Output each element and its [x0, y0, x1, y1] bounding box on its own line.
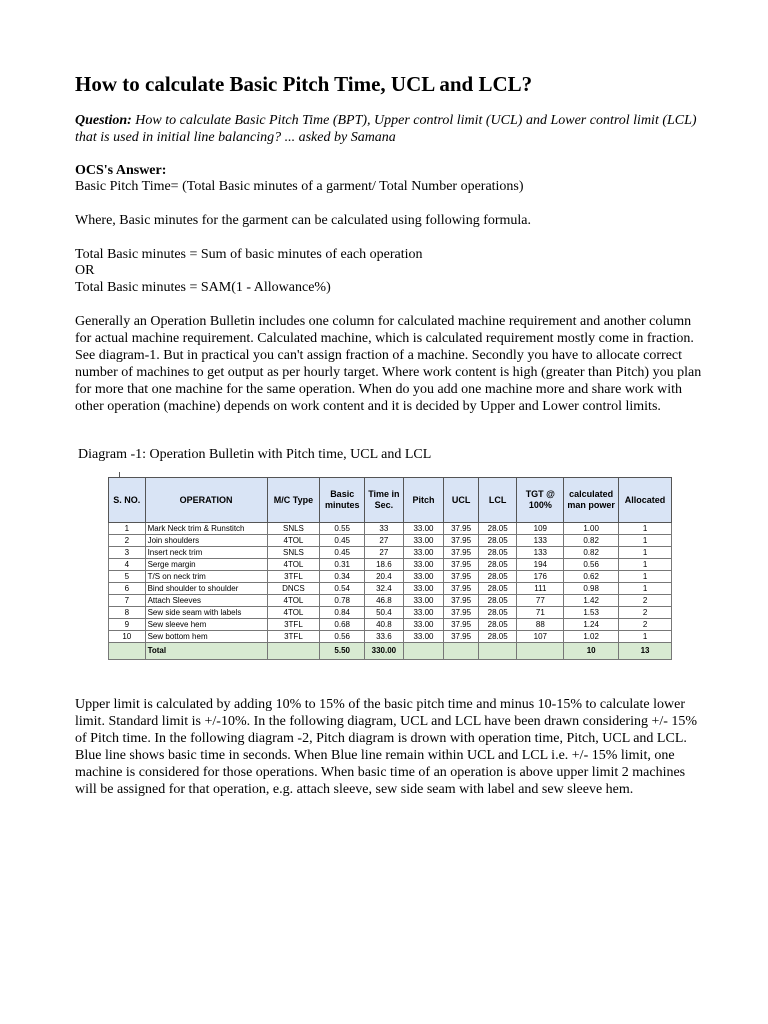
table-header-row [109, 478, 672, 523]
cell-ucl: 37.95 [444, 535, 479, 547]
table-row [109, 571, 672, 583]
cell-time-in-sec: 40.8 [365, 619, 404, 631]
table-row [109, 523, 672, 535]
cell-tgt: 88 [517, 619, 564, 631]
cell-mc-type: 4TOL [267, 535, 320, 547]
total-cell-calculated-man-power: 10 [564, 643, 619, 660]
diagram-caption: Diagram -1: Operation Bulletin with Pitch time, UCL and LCL [78, 447, 432, 462]
table-row [109, 559, 672, 571]
cell-lcl: 28.05 [478, 523, 517, 535]
table-row [109, 607, 672, 619]
cell-operation: Insert neck trim [145, 547, 267, 559]
cell-lcl: 28.05 [478, 583, 517, 595]
operation-bulletin-table [108, 477, 672, 660]
cell-calculated-man-power: 0.56 [564, 559, 619, 571]
cell-basic-minutes: 0.78 [320, 595, 365, 607]
cell-lcl: 28.05 [478, 559, 517, 571]
cell-tgt: 176 [517, 571, 564, 583]
table-total-row [109, 643, 672, 660]
table-row [109, 583, 672, 595]
cell-sno: 2 [109, 535, 146, 547]
cell-mc-type: 3TFL [267, 619, 320, 631]
cell-operation: Mark Neck trim & Runstitch [145, 523, 267, 535]
cell-calculated-man-power: 0.82 [564, 547, 619, 559]
cell-allocated: 1 [619, 631, 672, 643]
total-cell-time-in-sec: 330.00 [365, 643, 404, 660]
cell-time-in-sec: 32.4 [365, 583, 404, 595]
cell-pitch: 33.00 [403, 523, 444, 535]
cell-basic-minutes: 0.56 [320, 631, 365, 643]
col-header-sno: S. NO. [109, 478, 146, 523]
cell-tgt: 111 [517, 583, 564, 595]
cell-sno: 1 [109, 523, 146, 535]
col-header-lcl: LCL [478, 478, 517, 523]
cell-time-in-sec: 50.4 [365, 607, 404, 619]
cell-basic-minutes: 0.55 [320, 523, 365, 535]
question-label: Question: [75, 113, 132, 128]
cell-lcl: 28.05 [478, 595, 517, 607]
cell-mc-type: SNLS [267, 547, 320, 559]
cell-time-in-sec: 33 [365, 523, 404, 535]
total-cell-lcl [478, 643, 517, 660]
cell-sno: 3 [109, 547, 146, 559]
table-row [109, 547, 672, 559]
answer-heading: OCS's Answer: [75, 163, 167, 178]
total-cell-tgt [517, 643, 564, 660]
cell-ucl: 37.95 [444, 631, 479, 643]
bpt-formula: Basic Pitch Time= (Total Basic minutes of a garment/ Total Number operations) [75, 179, 524, 194]
cell-calculated-man-power: 1.24 [564, 619, 619, 631]
cell-pitch: 33.00 [403, 619, 444, 631]
cell-basic-minutes: 0.45 [320, 535, 365, 547]
col-header-operation: OPERATION [145, 478, 267, 523]
cell-time-in-sec: 18.6 [365, 559, 404, 571]
total-basic-formula-2: Total Basic minutes = SAM(1 - Allowance%) [75, 280, 331, 295]
cell-allocated: 1 [619, 535, 672, 547]
cell-lcl: 28.05 [478, 571, 517, 583]
cell-operation: Join shoulders [145, 535, 267, 547]
cell-allocated: 1 [619, 559, 672, 571]
cell-tgt: 109 [517, 523, 564, 535]
table-row [109, 595, 672, 607]
cell-allocated: 2 [619, 607, 672, 619]
cell-pitch: 33.00 [403, 595, 444, 607]
cell-ucl: 37.95 [444, 619, 479, 631]
cell-ucl: 37.95 [444, 571, 479, 583]
cell-basic-minutes: 0.31 [320, 559, 365, 571]
col-header-mc-type: M/C Type [267, 478, 320, 523]
table-row [109, 619, 672, 631]
cell-operation: Sew bottom hem [145, 631, 267, 643]
cell-calculated-man-power: 1.00 [564, 523, 619, 535]
cell-sno: 10 [109, 631, 146, 643]
col-header-tgt: TGT @ 100% [517, 478, 564, 523]
cell-lcl: 28.05 [478, 631, 517, 643]
total-basic-formula-1: Total Basic minutes = Sum of basic minutes of each operation [75, 247, 423, 262]
total-cell-mc-type [267, 643, 320, 660]
operation-bulletin-table-wrapper [108, 477, 672, 663]
col-header-ucl: UCL [444, 478, 479, 523]
cell-allocated: 1 [619, 571, 672, 583]
cell-pitch: 33.00 [403, 607, 444, 619]
cell-lcl: 28.05 [478, 619, 517, 631]
cell-mc-type: 4TOL [267, 607, 320, 619]
cell-allocated: 2 [619, 619, 672, 631]
question-paragraph [75, 112, 705, 146]
total-cell-allocated: 13 [619, 643, 672, 660]
col-header-allocated: Allocated [619, 478, 672, 523]
cell-lcl: 28.05 [478, 547, 517, 559]
cell-mc-type: 3TFL [267, 571, 320, 583]
cell-sno: 9 [109, 619, 146, 631]
cell-tgt: 133 [517, 547, 564, 559]
col-header-calculated-man-power: calculated man power [564, 478, 619, 523]
cell-ucl: 37.95 [444, 607, 479, 619]
or-text: OR [75, 263, 95, 278]
question-text: How to calculate Basic Pitch Time (BPT), Upper control limit (UCL) and Lower control limit (LCL) that is used in initial line balancing? ... asked by Samana [75, 113, 697, 145]
cell-calculated-man-power: 0.82 [564, 535, 619, 547]
col-header-basic-minutes: Basic minutes [320, 478, 365, 523]
cell-time-in-sec: 46.8 [365, 595, 404, 607]
cell-pitch: 33.00 [403, 547, 444, 559]
cell-allocated: 1 [619, 523, 672, 535]
cell-pitch: 33.00 [403, 571, 444, 583]
cell-time-in-sec: 20.4 [365, 571, 404, 583]
cell-operation: Serge margin [145, 559, 267, 571]
cell-mc-type: 4TOL [267, 559, 320, 571]
cell-ucl: 37.95 [444, 583, 479, 595]
cell-allocated: 1 [619, 583, 672, 595]
cell-basic-minutes: 0.68 [320, 619, 365, 631]
operation-bulletin-paragraph: Generally an Operation Bulletin includes one column for calculated machine requirement and another column for actual machine requirement. Calculated machine, which is calculated requirement mostly come in fraction. See diagram-1. But in practical you can't assign fraction of a machine. Secondly you have to allocate correct number of machines to get output as per hourly target. Where work content is high (greater than Pitch) you plan for more that one machine for the same operation. When do you add one machine more and share work with other operation (machine) depends on work content and it is decided by Upper and Lower control limits. [75, 314, 702, 414]
control-limit-paragraph: Upper limit is calculated by adding 10% to 15% of the basic pitch time and minus 10-15% to calculate lower limit. Standard limit is +/-10%. In the following diagram, UCL and LCL have been drawn considering +/- 15% of Pitch time. In the following diagram -2, Pitch diagram is drown with operation time, Pitch, UCL and LCL. Blue line shows basic time in seconds. When Blue line remain within UCL and LCL i.e. +/- 15% limit, one machine is considered for those operations. When basic time of an operation is above upper limit 2 machines will be assigned for that operation, e.g. attach sleeve, sew side seam with label and sew sleeve hem. [75, 697, 698, 797]
cell-tgt: 194 [517, 559, 564, 571]
total-cell-ucl [444, 643, 479, 660]
cell-tgt: 107 [517, 631, 564, 643]
cell-calculated-man-power: 1.53 [564, 607, 619, 619]
cell-mc-type: 3TFL [267, 631, 320, 643]
cell-sno: 4 [109, 559, 146, 571]
cell-mc-type: 4TOL [267, 595, 320, 607]
cell-mc-type: DNCS [267, 583, 320, 595]
cell-time-in-sec: 27 [365, 547, 404, 559]
table-row [109, 631, 672, 643]
col-header-pitch: Pitch [403, 478, 444, 523]
cell-tgt: 77 [517, 595, 564, 607]
page-title: How to calculate Basic Pitch Time, UCL and LCL? [75, 72, 533, 96]
cell-time-in-sec: 27 [365, 535, 404, 547]
total-cell-sno [109, 643, 146, 660]
cell-tgt: 133 [517, 535, 564, 547]
cell-basic-minutes: 0.84 [320, 607, 365, 619]
cell-operation: Attach Sleeves [145, 595, 267, 607]
cell-pitch: 33.00 [403, 583, 444, 595]
cell-allocated: 1 [619, 547, 672, 559]
cell-allocated: 2 [619, 595, 672, 607]
table-row [109, 535, 672, 547]
cell-lcl: 28.05 [478, 535, 517, 547]
cell-calculated-man-power: 0.62 [564, 571, 619, 583]
cell-basic-minutes: 0.45 [320, 547, 365, 559]
cell-pitch: 33.00 [403, 559, 444, 571]
cell-lcl: 28.05 [478, 607, 517, 619]
cell-basic-minutes: 0.54 [320, 583, 365, 595]
cell-ucl: 37.95 [444, 523, 479, 535]
cell-sno: 6 [109, 583, 146, 595]
cell-ucl: 37.95 [444, 547, 479, 559]
where-line: Where, Basic minutes for the garment can be calculated using following formula. [75, 213, 532, 228]
cell-basic-minutes: 0.34 [320, 571, 365, 583]
cell-calculated-man-power: 1.02 [564, 631, 619, 643]
cell-pitch: 33.00 [403, 631, 444, 643]
cell-operation: Sew sleeve hem [145, 619, 267, 631]
total-cell-pitch [403, 643, 444, 660]
cell-calculated-man-power: 0.98 [564, 583, 619, 595]
cell-ucl: 37.95 [444, 559, 479, 571]
cell-operation: T/S on neck trim [145, 571, 267, 583]
cell-sno: 5 [109, 571, 146, 583]
cell-operation: Sew side seam with labels [145, 607, 267, 619]
cell-sno: 8 [109, 607, 146, 619]
cell-ucl: 37.95 [444, 595, 479, 607]
cell-pitch: 33.00 [403, 535, 444, 547]
col-header-time-in-sec: Time in Sec. [365, 478, 404, 523]
cell-calculated-man-power: 1.42 [564, 595, 619, 607]
cell-sno: 7 [109, 595, 146, 607]
total-cell-operation: Total [145, 643, 267, 660]
cell-mc-type: SNLS [267, 523, 320, 535]
cell-operation: Bind shoulder to shoulder [145, 583, 267, 595]
total-cell-basic-minutes: 5.50 [320, 643, 365, 660]
cell-time-in-sec: 33.6 [365, 631, 404, 643]
cell-tgt: 71 [517, 607, 564, 619]
